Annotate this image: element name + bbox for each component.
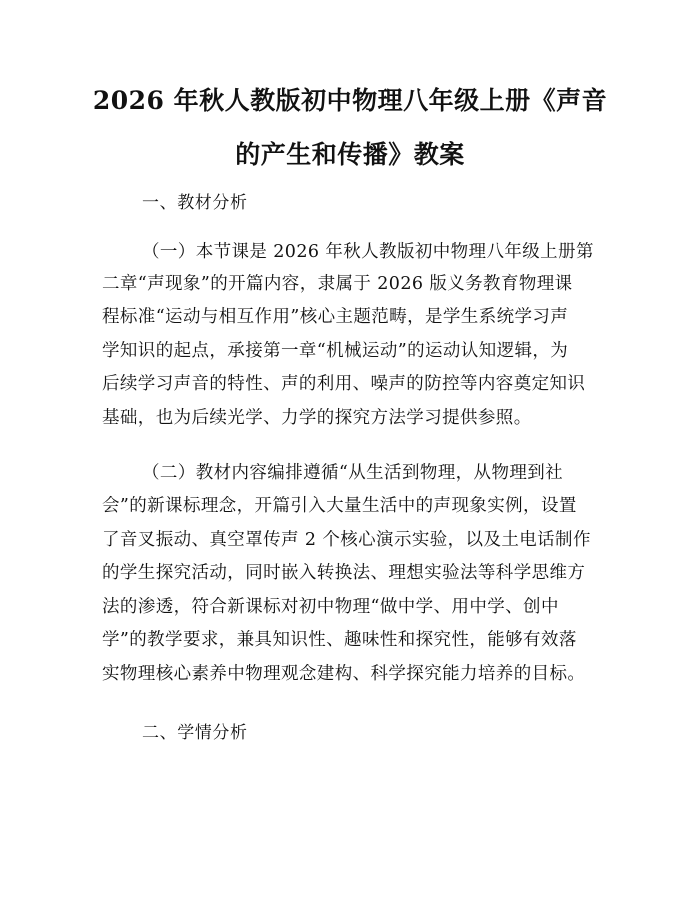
paragraph-2-line: 学”的教学要求，兼具知识性、趣味性和探究性，能够有效落 — [102, 630, 577, 650]
paragraph-2-line: 法的渗透，符合新课标对初中物理“做中学、用中学、创中 — [102, 597, 559, 617]
paragraph-2-line: 了音叉振动、真空罩传声 2 个核心演示实验，以及土电话制作 — [102, 530, 591, 550]
paragraph-2-line: 的学生探究活动，同时嵌入转换法、理想实验法等科学思维方 — [102, 563, 586, 583]
document-title-line-1: 2026 年秋人教版初中物理八年级上册《声音 — [92, 86, 608, 115]
section-heading-textbook-analysis: 一、教材分析 — [142, 193, 248, 213]
paragraph-2-line: （二）教材内容编排遵循“从生活到物理，从物理到社 — [142, 463, 564, 483]
paragraph-2-line: 会”的新课标理念，开篇引入大量生活中的声现象实例，设置 — [102, 496, 577, 516]
section-heading-learner-analysis: 二、学情分析 — [142, 723, 248, 743]
paragraph-1-line: 后续学习声音的特性、声的利用、噪声的防控等内容奠定知识 — [102, 374, 586, 394]
paragraph-1-line: 学知识的起点，承接第一章“机械运动”的运动认知逻辑，为 — [102, 341, 569, 361]
paragraph-2-line: 实物理核心素养中物理观念建构、科学探究能力培养的目标。 — [102, 664, 586, 684]
paragraph-1-line: 二章“声现象”的开篇内容，隶属于 2026 版义务教育物理课 — [102, 274, 573, 294]
paragraph-1-line: 程标准“运动与相互作用”核心主题范畴，是学生系统学习声 — [102, 307, 569, 327]
paragraph-1-line: 基础，也为后续光学、力学的探究方法学习提供参照。 — [102, 408, 532, 428]
paragraph-1-line: （一）本节课是 2026 年秋人教版初中物理八年级上册第 — [142, 242, 594, 262]
document-title-line-2: 的产生和传播》教案 — [235, 140, 465, 169]
